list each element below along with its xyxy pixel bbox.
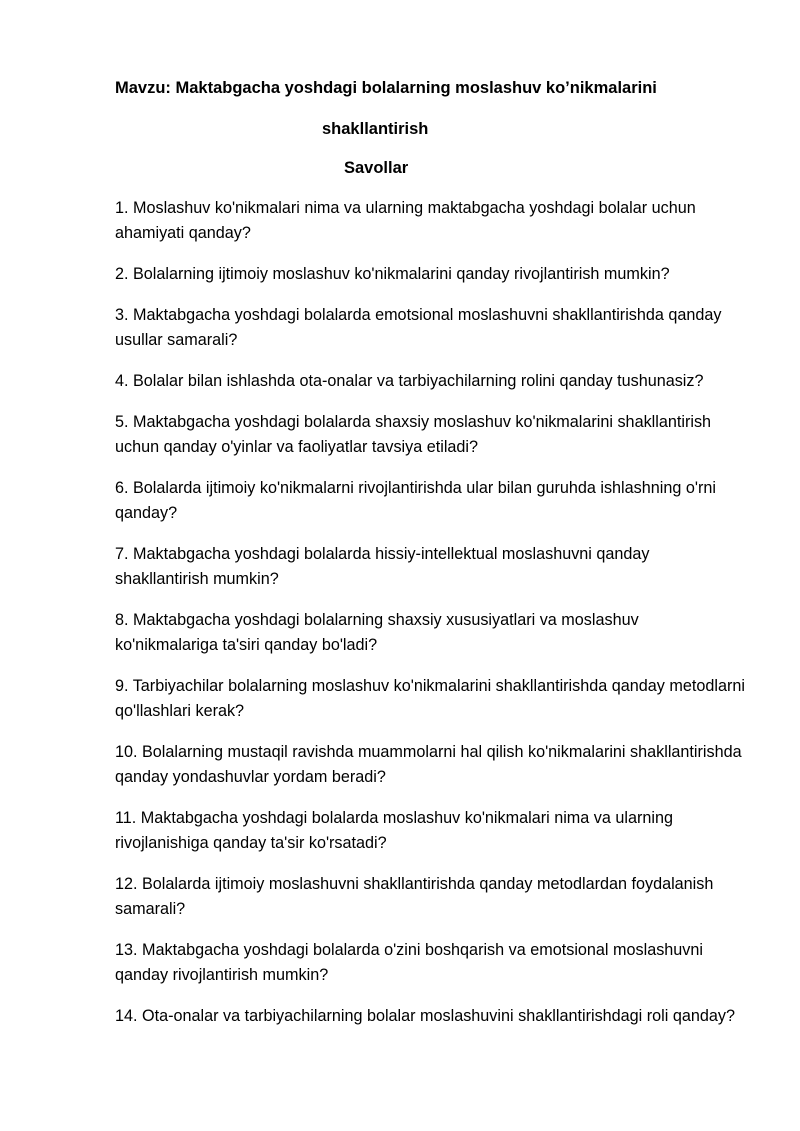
question-item: 13. Maktabgacha yoshdagi bolalarda o'zini boshqarish va emotsional moslashuvni qanday rivojlantirish mumkin? xyxy=(115,941,703,984)
document-title-line-2: shakllantirish xyxy=(322,120,429,138)
questions-heading: Savollar xyxy=(344,159,409,177)
question-item: 10. Bolalarning mustaqil ravishda muammolarni hal qilish ko'nikmalarini shakllantirishda qanday yondashuvlar yordam beradi? xyxy=(115,743,742,786)
document-title-line-1: Mavzu: Maktabgacha yoshdagi bolalarning moslashuv ko’nikmalarini xyxy=(115,79,657,97)
question-item: 7. Maktabgacha yoshdagi bolalarda hissiy-intellektual moslashuvni qanday shakllantirish mumkin? xyxy=(115,545,650,588)
question-item: 9. Tarbiyachilar bolalarning moslashuv ko'nikmalarini shakllantirishda qanday metodlarni qo'llashlari kerak? xyxy=(115,677,745,720)
question-item: 6. Bolalarda ijtimoiy ko'nikmalarni rivojlantirishda ular bilan guruhda ishlashning o'rni qanday? xyxy=(115,479,716,522)
question-item: 14. Ota-onalar va tarbiyachilarning bolalar moslashuvini shakllantirishdagi roli qanday? xyxy=(115,1007,735,1025)
question-item: 3. Maktabgacha yoshdagi bolalarda emotsional moslashuvni shakllantirishda qanday usullar samarali? xyxy=(115,306,722,349)
questions-list xyxy=(115,196,745,1045)
question-item: 11. Maktabgacha yoshdagi bolalarda moslashuv ko'nikmalari nima va ularning rivojlanishiga qanday ta'sir ko'rsatadi? xyxy=(115,809,673,852)
question-item: 12. Bolalarda ijtimoiy moslashuvni shakllantirishda qanday metodlardan foydalanish samarali? xyxy=(115,875,714,918)
question-item: 2. Bolalarning ijtimoiy moslashuv ko'nikmalarini qanday rivojlantirish mumkin? xyxy=(115,265,670,283)
question-item: 4. Bolalar bilan ishlashda ota-onalar va tarbiyachilarning rolini qanday tushunasiz? xyxy=(115,372,704,390)
question-item: 5. Maktabgacha yoshdagi bolalarda shaxsiy moslashuv ko'nikmalarini shakllantirish uchun qanday o'yinlar va faoliyatlar tavsiya etiladi? xyxy=(115,413,712,456)
question-item: 8. Maktabgacha yoshdagi bolalarning shaxsiy xususiyatlari va moslashuv ko'nikmalariga ta'siri qanday bo'ladi? xyxy=(115,611,639,654)
question-item: 1. Moslashuv ko'nikmalari nima va ularning maktabgacha yoshdagi bolalar uchun ahamiyati qanday? xyxy=(115,199,696,242)
